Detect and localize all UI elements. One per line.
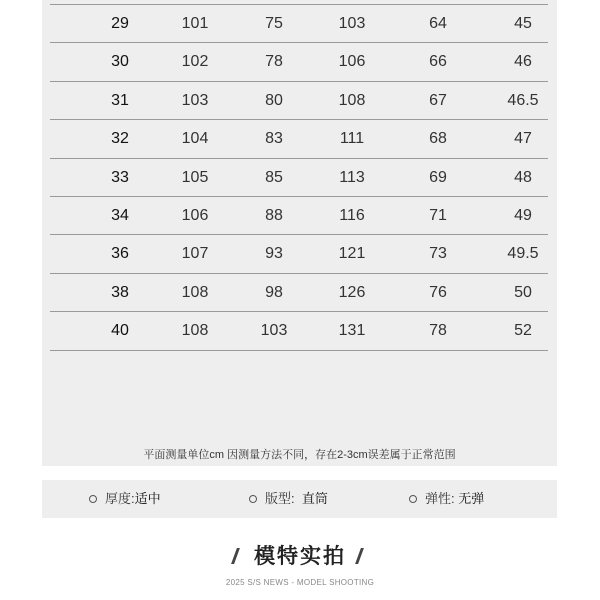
measurement-cell: 67 bbox=[429, 91, 447, 109]
measurement-cell: 78 bbox=[265, 53, 283, 71]
attribute-value: 适中 bbox=[134, 491, 161, 506]
measurement-cell: 45 bbox=[514, 15, 532, 32]
measurement-cell: 103 bbox=[181, 91, 209, 109]
measurement-cell: 108 bbox=[181, 283, 209, 301]
attribute-value: 无弹 bbox=[458, 491, 485, 506]
bullet-icon bbox=[89, 495, 97, 503]
measurement-cell: 126 bbox=[338, 283, 366, 301]
measurement-cell: 73 bbox=[429, 245, 447, 263]
attribute-fit bbox=[249, 480, 328, 518]
measurement-cell: 49 bbox=[514, 207, 532, 224]
attribute-label: 弹性: bbox=[425, 491, 455, 506]
attribute-value: 直筒 bbox=[301, 491, 328, 506]
measurement-cell: 52 bbox=[514, 322, 532, 340]
measurement-cell: 101 bbox=[181, 15, 209, 32]
measurement-cell: 46.5 bbox=[507, 91, 539, 109]
size-cell: 38 bbox=[111, 283, 129, 301]
measurement-cell: 85 bbox=[265, 168, 283, 186]
measurement-cell: 66 bbox=[429, 53, 447, 71]
measurement-cell: 48 bbox=[514, 168, 532, 186]
measurement-cell: 111 bbox=[339, 130, 365, 148]
measurement-cell: 104 bbox=[181, 130, 209, 148]
measurement-cell: 46 bbox=[514, 53, 532, 71]
measurement-cell: 106 bbox=[338, 53, 366, 71]
measurement-cell: 88 bbox=[265, 207, 283, 224]
size-cell: 34 bbox=[111, 207, 129, 224]
size-cell: 36 bbox=[111, 245, 129, 263]
table-row bbox=[50, 5, 548, 43]
measurement-cell: 121 bbox=[338, 245, 366, 263]
section-title: 模特实拍 bbox=[254, 545, 346, 568]
measurement-cell: 116 bbox=[339, 207, 365, 224]
measurement-cell: 71 bbox=[429, 207, 447, 224]
measurement-cell: 49.5 bbox=[507, 245, 539, 263]
measurement-cell: 98 bbox=[265, 283, 283, 301]
measurement-cell: 131 bbox=[338, 322, 366, 340]
bullet-icon bbox=[249, 495, 257, 503]
measurement-cell: 103 bbox=[260, 322, 288, 340]
measurement-cell: 68 bbox=[429, 130, 447, 148]
measurement-cell: 69 bbox=[429, 168, 447, 186]
measurement-cell: 50 bbox=[514, 283, 532, 301]
measurement-cell: 75 bbox=[265, 15, 283, 32]
measurement-cell: 83 bbox=[265, 130, 283, 148]
table-row bbox=[50, 43, 548, 81]
measurement-cell: 108 bbox=[338, 91, 366, 109]
table-row bbox=[50, 235, 548, 273]
measurement-cell: 76 bbox=[429, 283, 447, 301]
measurement-cell: 78 bbox=[429, 322, 447, 340]
attribute-label: 版型: bbox=[265, 491, 295, 506]
table-row bbox=[50, 120, 548, 158]
measurement-cell: 80 bbox=[265, 91, 283, 109]
fabric-attributes-bar bbox=[42, 480, 557, 518]
size-cell: 40 bbox=[111, 322, 129, 340]
measurement-cell: 47 bbox=[514, 130, 532, 148]
measurement-cell: 108 bbox=[181, 322, 209, 340]
measurement-cell: 106 bbox=[181, 207, 209, 224]
measurement-cell: 93 bbox=[265, 245, 283, 263]
measurement-cell: 103 bbox=[338, 15, 366, 32]
measurement-cell: 102 bbox=[181, 53, 209, 71]
size-cell: 32 bbox=[111, 130, 129, 148]
section-subtitle: 2025 S/S NEWS - MODEL SHOOTING bbox=[225, 578, 375, 587]
size-cell: 29 bbox=[111, 15, 129, 32]
size-cell: 31 bbox=[111, 91, 129, 109]
table-row bbox=[50, 159, 548, 197]
measurement-note: 平面测量单位cm 因测量方法不同，存在2-3cm误差属于正常范围 bbox=[143, 449, 456, 461]
table-row bbox=[50, 197, 548, 235]
attribute-label: 厚度: bbox=[105, 491, 135, 506]
measurement-cell: 105 bbox=[181, 168, 209, 186]
table-row bbox=[50, 82, 548, 120]
table-row bbox=[50, 312, 548, 350]
measurement-cell: 113 bbox=[339, 168, 365, 186]
measurement-cell: 107 bbox=[181, 245, 209, 263]
bullet-icon bbox=[409, 495, 417, 503]
size-chart-panel bbox=[42, 0, 557, 466]
attribute-elasticity bbox=[409, 480, 484, 518]
measurement-cell: 64 bbox=[429, 15, 447, 32]
table-row bbox=[50, 274, 548, 312]
size-cell: 33 bbox=[111, 168, 129, 186]
size-cell: 30 bbox=[111, 53, 129, 71]
attribute-thickness bbox=[89, 480, 161, 518]
